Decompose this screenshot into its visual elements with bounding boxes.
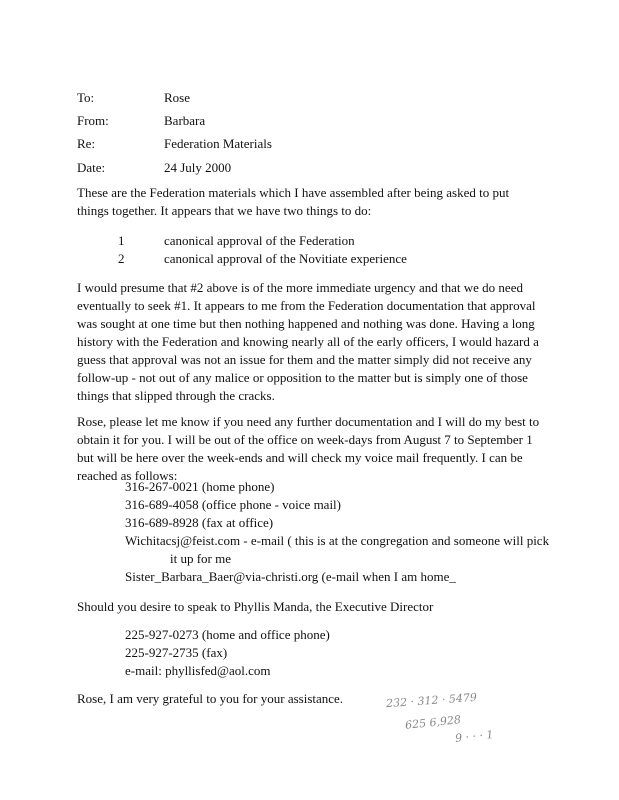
closing-line: Rose, I am very grateful to you for your assistance. [77, 691, 344, 706]
contact-line: 316-689-4058 (office phone - voice mail) [125, 497, 341, 512]
handwritten-note: 625 6,928 [404, 713, 462, 732]
list-item: canonical approval of the Novitiate experience [164, 251, 407, 266]
para-line: follow-up - not out of any malice or opposition to the matter but is simply one of those [77, 370, 528, 385]
director-contact: 225-927-0273 (home and office phone) [125, 627, 330, 642]
date-label: Date: [77, 160, 106, 175]
to-value: Rose [164, 90, 190, 105]
para-line: obtain it for you. I will be out of the office on week-days from August 7 to September 1 [77, 432, 533, 447]
contact-line: 316-689-8928 (fax at office) [125, 515, 274, 530]
list-number: 1 [118, 233, 125, 248]
re-label: Re: [77, 136, 96, 151]
handwritten-note: 9 · · · 1 [454, 728, 495, 745]
intro-line: These are the Federation materials which I have assembled after being asked to put [77, 185, 510, 200]
list-item: canonical approval of the Federation [164, 233, 355, 248]
para-line: Rose, please let me know if you need any further documentation and I will do my best to [77, 414, 540, 429]
para-line: history with the Federation and knowing nearly all of the early officers, I would hazard a [77, 334, 539, 349]
date-value: 24 July 2000 [164, 160, 232, 175]
intro-line: things together. It appears that we have two things to do: [77, 203, 372, 218]
director-intro: Should you desire to speak to Phyllis Manda, the Executive Director [77, 599, 434, 614]
contact-line: Wichitacsj@feist.com - e-mail ( this is at the congregation and someone will pick [125, 533, 550, 548]
para-line: things that slipped through the cracks. [77, 388, 275, 403]
contact-line-wrap: it up for me [170, 551, 232, 566]
to-label: To: [77, 90, 95, 105]
list-number: 2 [118, 251, 125, 266]
contact-line: Sister_Barbara_Baer@via-christi.org (e-mail when I am home_ [125, 569, 456, 584]
director-contact: 225-927-2735 (fax) [125, 645, 228, 660]
para-line: guess that approval was not an issue for them and the matter simply did not receive any [77, 352, 532, 367]
contact-line: 316-267-0021 (home phone) [125, 479, 275, 494]
director-contact: e-mail: phyllisfed@aol.com [125, 663, 271, 678]
handwritten-note: 232 · 312 · 5479 [385, 690, 478, 711]
para-line: was sought at one time but then nothing happened and nothing was done. Having a long [77, 316, 535, 331]
para-line: I would presume that #2 above is of the more immediate urgency and that we do need [77, 280, 523, 295]
from-label: From: [77, 113, 109, 128]
para-line: but will be here over the week-ends and will check my voice mail frequently. I can be [77, 450, 523, 465]
para-line: reached as follows: [77, 468, 178, 483]
from-value: Barbara [164, 113, 206, 128]
para-line: eventually to seek #1. It appears to me from the Federation documentation that approval [77, 298, 536, 313]
re-value: Federation Materials [164, 136, 272, 151]
